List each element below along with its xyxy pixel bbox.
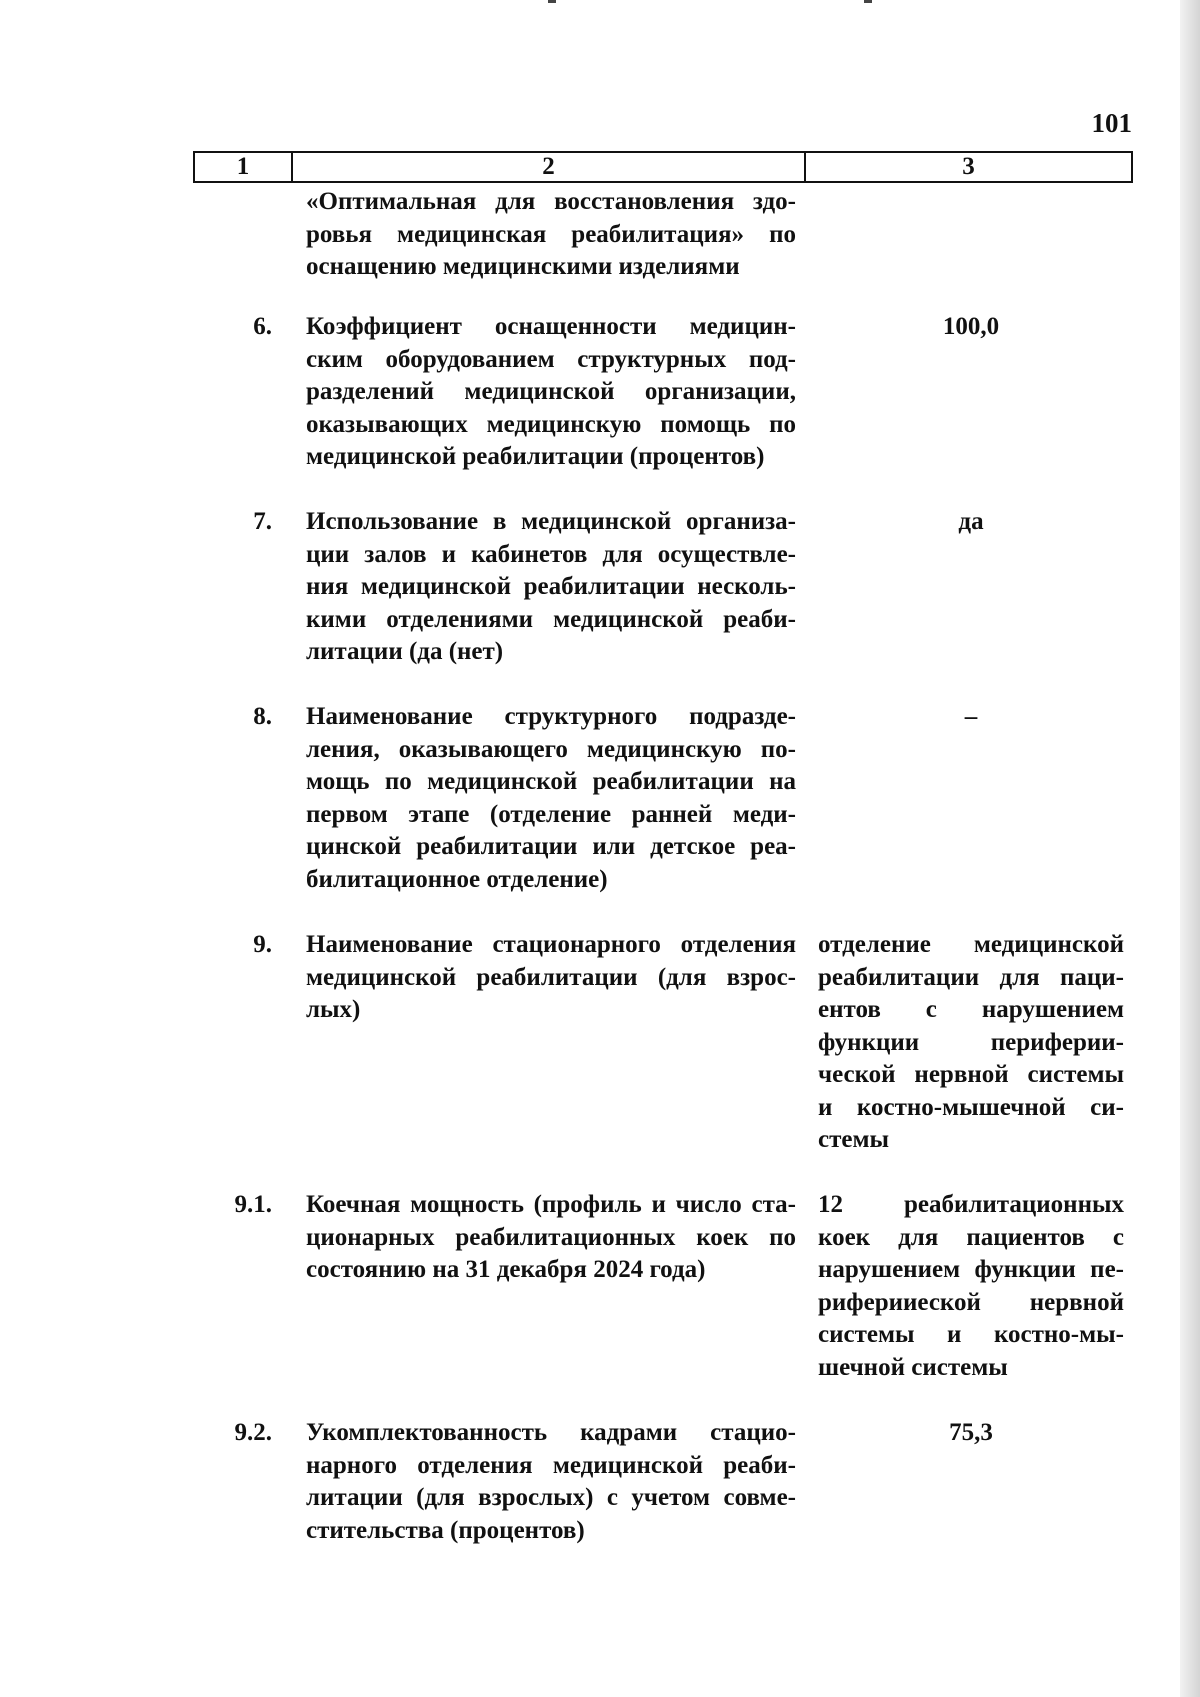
text-line: функции периферии- — [818, 1028, 1124, 1056]
text-line: стительства (процентов) — [306, 1516, 585, 1544]
row-number: 9.2. — [234, 1419, 272, 1446]
scan-mark — [864, 0, 872, 3]
text-line: первом этапе (отделение ранней меди- — [306, 800, 796, 828]
continuation-text — [306, 186, 796, 284]
text-line: Коечная мощность (профиль и число ста- — [306, 1191, 796, 1218]
text-line: ентов с нарушением — [818, 996, 1124, 1023]
text-line: ским оборудованием структурных под- — [306, 345, 796, 373]
row-number: 6. — [253, 313, 272, 340]
text-line: медицинской реабилитации (процентов) — [306, 443, 765, 470]
text-line: оказывающих медицинскую помощь по — [306, 410, 796, 438]
header-col-2: 2 — [293, 153, 806, 181]
text-line: ления, оказывающего медицинскую по- — [306, 735, 796, 763]
scan-mark — [548, 0, 556, 3]
text-line: Использование в медицинской организа- — [306, 508, 796, 535]
row-value — [818, 1189, 1124, 1384]
text-line: литации (для взрослых) с учетом совме- — [306, 1484, 796, 1511]
text-line: да — [958, 508, 984, 535]
text-line: ния медицинской реабилитации несколь- — [306, 573, 796, 600]
text-line: ровья медицинская реабилитация» по — [306, 220, 796, 248]
text-line: и костно-мышечной си- — [818, 1093, 1124, 1121]
row-value — [818, 929, 1124, 1157]
page-number: 101 — [1091, 108, 1132, 138]
text-line: кими отделениями медицинской реаби- — [306, 605, 796, 633]
row-number: 7. — [253, 508, 272, 535]
text-line: реабилитации для паци- — [818, 963, 1124, 991]
text-line: ции залов и кабинетов для осуществле- — [306, 540, 796, 568]
row-description — [306, 506, 796, 669]
row-number: 8. — [253, 703, 272, 730]
text-line: мощь по медицинской реабилитации на — [306, 768, 796, 795]
header-col-3: 3 — [962, 153, 975, 180]
text-line: отделение медицинской — [818, 931, 1124, 958]
table-header — [193, 151, 1133, 183]
text-line: 75,3 — [949, 1419, 993, 1446]
text-line: риферииеской нервной — [818, 1288, 1124, 1316]
text-line: 12 реабилитационных — [818, 1191, 1124, 1218]
text-line: медицинской реабилитации (для взрос- — [306, 963, 796, 991]
text-line: цинской реабилитации или детское реа- — [306, 833, 796, 860]
row-description — [306, 311, 796, 474]
text-line: стемы — [818, 1126, 890, 1153]
text-line: Коэффициент оснащенности медицин- — [306, 313, 796, 340]
text-line: билитационное отделение) — [306, 865, 608, 893]
row-value — [818, 701, 1124, 734]
text-line: Наименование структурного подразде- — [306, 703, 796, 730]
row-value — [818, 311, 1124, 344]
row-value — [818, 506, 1124, 539]
text-line: коек для пациентов с — [818, 1223, 1124, 1251]
row-description — [306, 929, 796, 1027]
text-line: 100,0 — [942, 313, 1000, 340]
text-line: нарного отделения медицинской реаби- — [306, 1451, 796, 1479]
text-line: шечной системы — [818, 1353, 1008, 1381]
text-line: оснащению медицинскими изделиями — [306, 253, 740, 280]
text-line: нарушением функции пе- — [818, 1256, 1124, 1283]
text-line: «Оптимальная для восстановления здо- — [306, 188, 796, 215]
text-line: системы и костно-мы- — [818, 1321, 1124, 1348]
text-line: разделений медицинской организации, — [306, 378, 796, 405]
page-edge-shadow — [1180, 0, 1200, 1697]
row-value — [818, 1417, 1124, 1450]
text-line: ческой нервной системы — [818, 1061, 1124, 1088]
text-line: Укомплектованность кадрами стацио- — [306, 1419, 796, 1446]
row-description — [306, 701, 796, 896]
text-line: состоянию на 31 декабря 2024 года) — [306, 1256, 706, 1283]
row-description — [306, 1189, 796, 1287]
text-line: литации (да (нет) — [306, 638, 504, 665]
text-line: Наименование стационарного отделения — [306, 931, 796, 958]
row-number: 9. — [253, 931, 272, 958]
text-line: лых) — [306, 996, 361, 1023]
row-number: 9.1. — [234, 1191, 272, 1218]
row-description — [306, 1417, 796, 1547]
text-line: – — [964, 703, 978, 730]
text-line: ционарных реабилитационных коек по — [306, 1223, 796, 1251]
header-col-1: 1 — [195, 153, 293, 181]
